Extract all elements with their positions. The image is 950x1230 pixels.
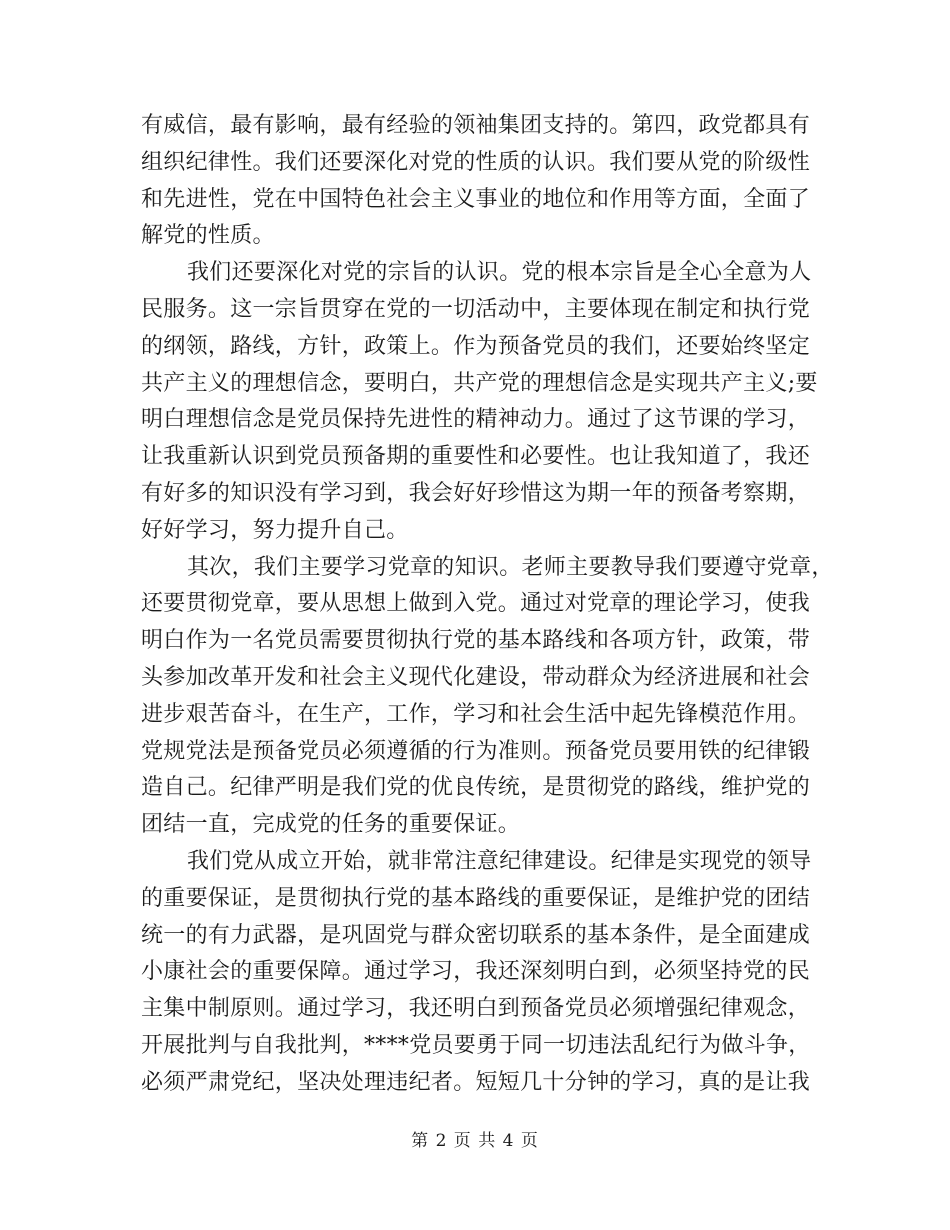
page-number-footer: 第 2 页 共 4 页 bbox=[411, 1131, 539, 1151]
paragraph-first-line: 我们还要深化对党的宗旨的认识。党的根本宗旨是全心全意为人 bbox=[187, 260, 812, 286]
text-line: 团结一直，完成党的任务的重要保证。 bbox=[141, 812, 521, 838]
text-line: 的纲领，路线，方针，政策上。作为预备党员的我们，还要始终坚定 bbox=[141, 333, 811, 359]
text-line: 小康社会的重要保障。通过学习，我还深刻明白到，必须坚持党的民 bbox=[141, 959, 811, 985]
text-line: 共产主义的理想信念，要明白，共产党的理想信念是实现共产主义;要 bbox=[141, 370, 818, 396]
text-line: 让我重新认识到党员预备期的重要性和必要性。也让我知道了，我还 bbox=[141, 444, 811, 470]
text-line: 好好学习，努力提升自己。 bbox=[141, 517, 409, 543]
text-line: 头参加改革开发和社会主义现代化建设，带动群众为经济进展和社会 bbox=[141, 664, 811, 690]
text-line: 必须严肃党纪，坚决处理违纪者。短短几十分钟的学习，真的是让我 bbox=[141, 1069, 811, 1095]
text-line: 明白作为一名党员需要贯彻执行党的基本路线和各项方针，政策，带 bbox=[141, 628, 811, 654]
text-line: 的重要保证，是贯彻执行党的基本路线的重要保证，是维护党的团结 bbox=[141, 885, 811, 911]
text-line: 有威信，最有影响，最有经验的领袖集团支持的。第四，政党都具有 bbox=[141, 113, 811, 138]
text-line: 党规党法是预备党员必须遵循的行为准则。预备党员要用铁的纪律锻 bbox=[141, 738, 811, 764]
text-line: 统一的有力武器，是巩固党与群众密切联系的基本条件，是全面建成 bbox=[141, 922, 811, 948]
text-line: 还要贯彻党章，要从思想上做到入党。通过对党章的理论学习，使我 bbox=[141, 591, 811, 617]
text-line: 开展批判与自我批判，****党员要勇于同一切违法乱纪行为做斗争， bbox=[141, 1032, 811, 1058]
text-line: 进步艰苦奋斗，在生产，工作，学习和社会生活中起先锋模范作用。 bbox=[141, 701, 811, 727]
text-line: 组织纪律性。我们还要深化对党的性质的认识。我们要从党的阶级性 bbox=[141, 149, 811, 175]
text-line: 主集中制原则。通过学习，我还明白到预备党员必须增强纪律观念， bbox=[141, 996, 811, 1022]
text-line: 有好多的知识没有学习到，我会好好珍惜这为期一年的预备考察期， bbox=[141, 480, 811, 506]
text-line: 和先进性，党在中国特色社会主义事业的地位和作用等方面，全面了 bbox=[141, 186, 811, 212]
paragraph-first-line: 其次，我们主要学习党章的知识。老师主要教导我们要遵守党章， bbox=[187, 554, 834, 580]
text-line: 明白理想信念是党员保持先进性的精神动力。通过了这节课的学习， bbox=[141, 407, 811, 433]
text-line: 民服务。这一宗旨贯穿在党的一切活动中，主要体现在制定和执行党 bbox=[141, 296, 811, 322]
text-line: 解党的性质。 bbox=[141, 223, 275, 249]
paragraph-first-line: 我们党从成立开始，就非常注意纪律建设。纪律是实现党的领导 bbox=[187, 848, 812, 874]
text-line: 造自己。纪律严明是我们党的优良传统，是贯彻党的路线，维护党的 bbox=[141, 775, 811, 801]
document-body bbox=[141, 108, 834, 1102]
